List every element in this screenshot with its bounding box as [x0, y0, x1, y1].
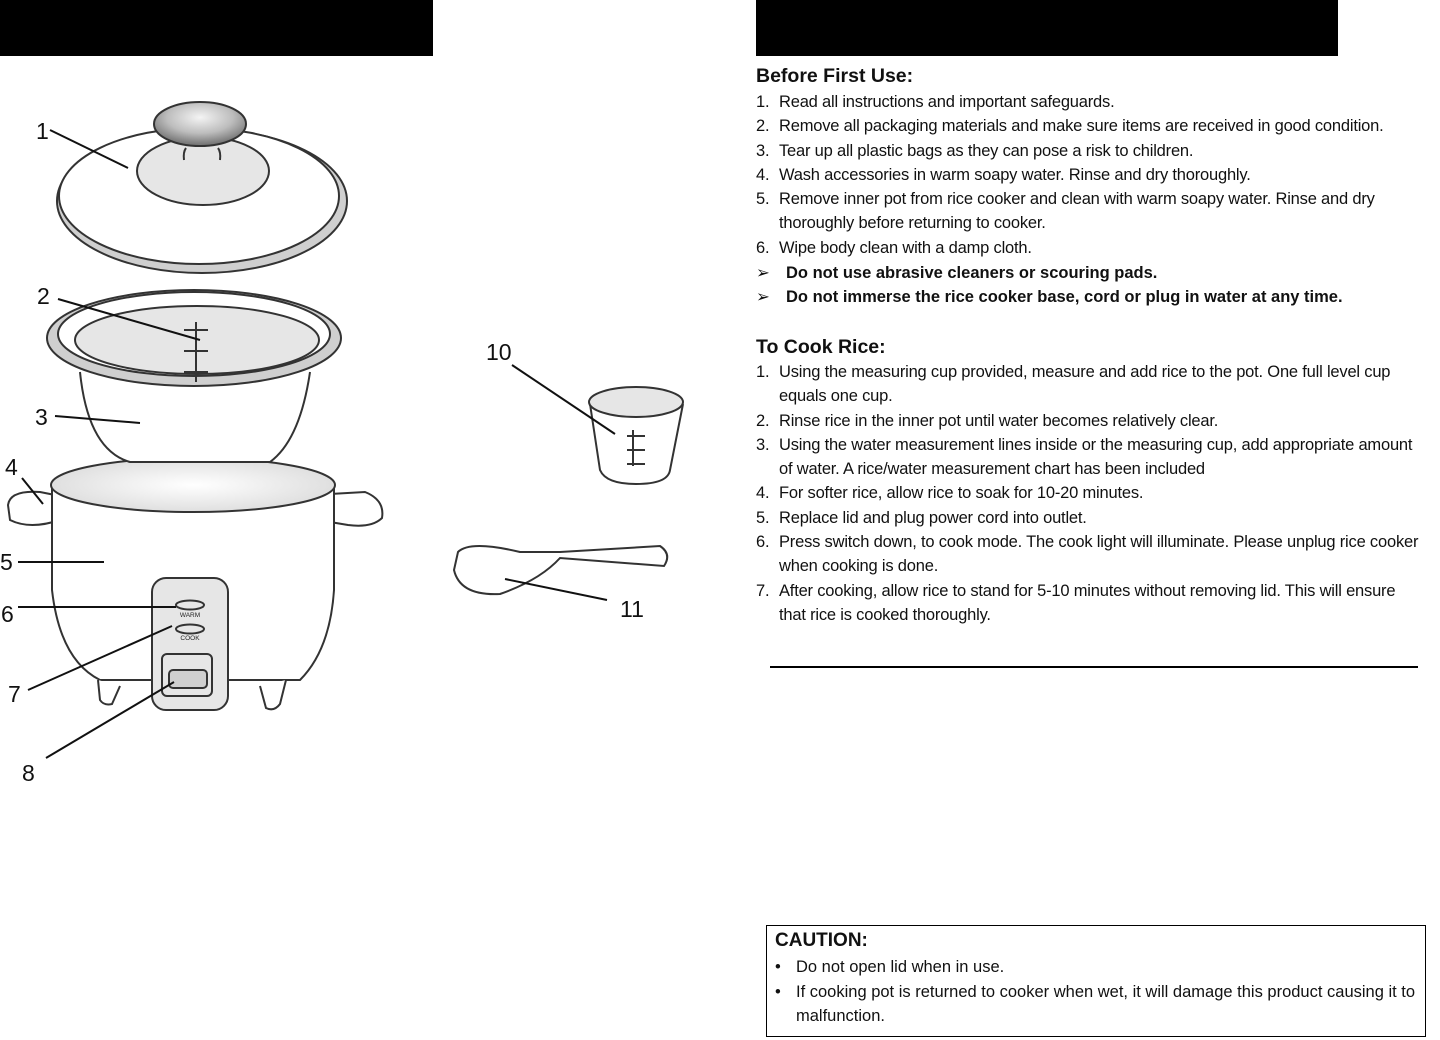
list-item: 6. Wipe body clean with a damp cloth.: [756, 238, 1032, 257]
arrow-icon: ➢: [756, 264, 770, 282]
part-label-2: 2: [37, 283, 50, 309]
left-header-bar: [0, 0, 433, 56]
right-header-bar: [756, 0, 1338, 56]
rice-cooker-diagram: [0, 56, 720, 816]
list-item: 2. Remove all packaging materials and make sure items are received in good condition.: [756, 117, 1384, 136]
caution-list: [775, 955, 1417, 1029]
inner-pot: [47, 290, 341, 462]
caution-title: CAUTION:: [775, 930, 868, 951]
to-cook-rice-title: To Cook Rice:: [756, 336, 886, 358]
part-label-1: 1: [36, 118, 49, 144]
list-item: 4. For softer rice, allow rice to soak for 10-20 minutes.: [756, 484, 1144, 503]
list-item: 6. Press switch down, to cook mode. The cook light will illuminate. Please unplug rice cooker when cooking is done.: [756, 533, 1419, 576]
list-item: 4. Wash accessories in warm soapy water. Rinse and dry thoroughly.: [756, 165, 1251, 184]
foot-left: [98, 680, 120, 705]
to-cook-rice-steps: [756, 360, 1426, 627]
bullet-icon: •: [775, 958, 781, 976]
cook-switch: [169, 670, 207, 688]
lid-knob: [154, 102, 246, 146]
part-label-5: 5: [0, 549, 13, 575]
caution-box: [766, 925, 1426, 1037]
control-panel: [152, 578, 228, 710]
rice-paddle: [454, 546, 667, 594]
before-first-use-steps: [756, 90, 1440, 260]
part-label-7: 7: [8, 681, 21, 707]
bullet-icon: •: [775, 982, 781, 1001]
arrow-icon: ➢: [756, 288, 770, 307]
list-item: 1. Using the measuring cup provided, measure and add rice to the pot. One full level cup equals one cup.: [756, 363, 1391, 406]
warning-item: ➢ Do not use abrasive cleaners or scouring pads.: [756, 261, 1343, 285]
warning-item: ➢ Do not immerse the rice cooker base, cord or plug in water at any time.: [756, 285, 1343, 309]
list-item: 3. Using the water measurement lines inside or the measuring cup, add appropriate amount of water. A rice/water measurement chart has been included: [756, 435, 1413, 479]
part-label-10: 10: [486, 339, 512, 365]
list-item: • If cooking pot is returned to cooker when wet, it will damage this product causing it to malfunction.: [775, 980, 1417, 1029]
part-label-8: 8: [22, 760, 35, 786]
part-label-4: 4: [5, 454, 18, 480]
measuring-cup: [589, 387, 683, 484]
list-item: 3. Tear up all plastic bags as they can pose a risk to children.: [756, 141, 1194, 160]
water-lines: [184, 322, 208, 382]
lid: [57, 102, 347, 273]
list-item: 5. Remove inner pot from rice cooker and clean with warm soapy water. Rinse and dry thoroughly before returning to cooker.: [756, 190, 1375, 233]
part-label-6: 6: [1, 601, 14, 627]
section-divider: [770, 666, 1418, 668]
warm-text: WARM: [179, 612, 201, 619]
base-top: [51, 458, 335, 512]
list-item: • Do not open lid when in use.: [775, 955, 1417, 980]
cook-text: COOK: [180, 635, 200, 642]
list-item: 2. Rinse rice in the inner pot until water becomes relatively clear.: [756, 411, 1219, 430]
list-item: 1. Read all instructions and important safeguards.: [756, 93, 1115, 111]
before-first-use-title: Before First Use:: [756, 65, 914, 87]
before-first-use-warnings: [756, 261, 1343, 310]
list-item: 7. After cooking, allow rice to stand for 5-10 minutes without removing lid. This will ensure that rice is cooked thoroughly.: [756, 581, 1396, 624]
foot-right: [260, 680, 286, 709]
part-label-11: 11: [620, 596, 644, 622]
part-label-3: 3: [35, 404, 48, 430]
list-item: 5. Replace lid and plug power cord into outlet.: [756, 508, 1087, 527]
right-handle: [330, 492, 382, 526]
